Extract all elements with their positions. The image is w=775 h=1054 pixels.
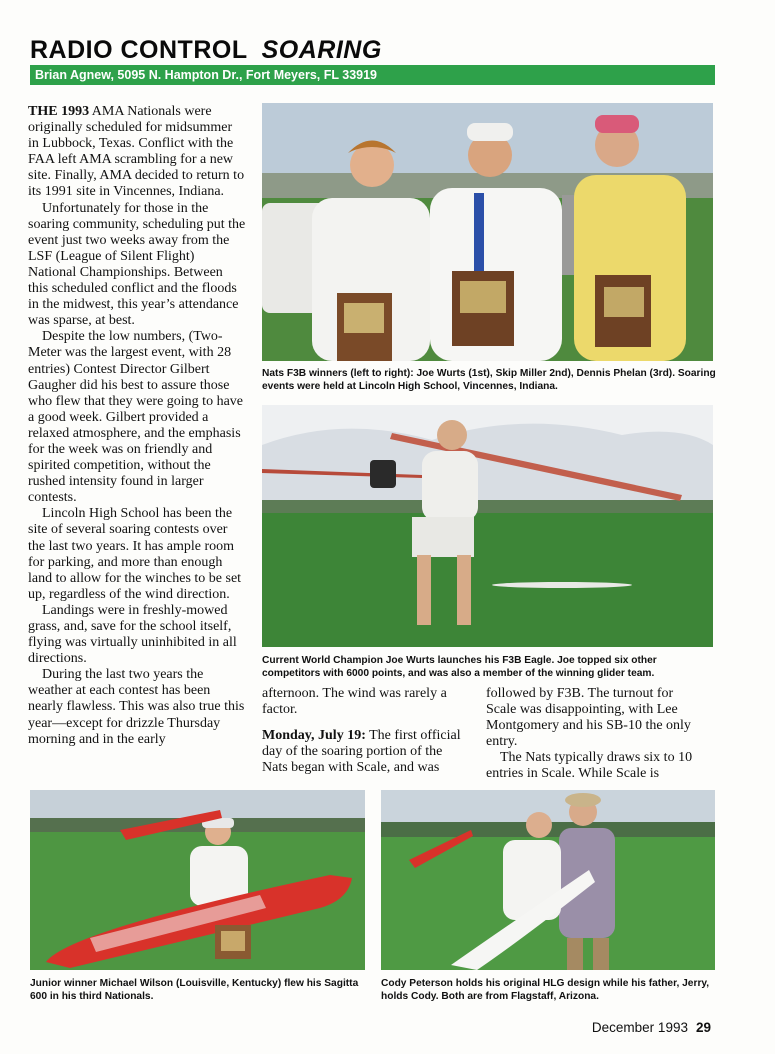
body-paragraph: followed by F3B. The turnout for Scale was disappointing, with Lee Montgomery and his SB-10 the only entry.: [486, 686, 691, 750]
body-paragraph: Unfortunately for those in the soaring community, scheduling put the event just two weeks away from the LSF (League of Silent Flight) National Championships. Between this scheduled conflict and the floods in the midwest, this year’s attendance was sparse, at best.: [28, 200, 246, 329]
lead-in: THE 1993: [28, 104, 90, 119]
body-paragraph: Lincoln High School has been the site of several soaring contests over the last two years. It has ample room for parking, and more than enough land to allow for the winches to be set up, regardless of the wind direction.: [28, 506, 242, 602]
body-paragraph: afternoon. The wind was rarely a factor.: [262, 686, 447, 718]
photo-joe-wurts-launch: [262, 405, 713, 647]
page-footer: [592, 1020, 711, 1035]
body-paragraph: Monday, July 19: The first official day of the soaring portion of the Nats began with Scale, and was: [262, 728, 461, 776]
caption-photo-2: Current World Champion Joe Wurts launches his F3B Eagle. Joe topped six other competitors with 6000 points, and was also a member of the winning glider team.: [262, 655, 657, 679]
page-number: 29: [695, 1020, 711, 1035]
photo-f3b-winners: [262, 103, 713, 361]
issue-date: December 1993: [591, 1020, 688, 1035]
section-name: RADIO CONTROL: [30, 36, 248, 64]
lead-paragraph: THE 1993 AMA Nationals were originally scheduled for midsummer in Lubbock, Texas. Conflict with the FAA left AMA scrambling for a new site. Finally, AMA decided to return to its 1991 site in Vincennes, Indiana.: [28, 104, 245, 200]
body-paragraph: The Nats typically draws six to 10 entries in Scale. While Scale is: [486, 750, 693, 782]
author-byline: Brian Agnew, 5095 N. Hampton Dr., Fort Meyers, FL 33919: [30, 65, 715, 85]
caption-photo-1: Nats F3B winners (left to right): Joe Wurts (1st), Skip Miller 2nd), Dennis Phelan (3rd). Soaring events were held at Lincoln High School, Vincennes, Indiana.: [262, 368, 716, 392]
photo-cody-peterson: [381, 790, 715, 970]
article-column-3: [486, 686, 698, 783]
column-name: SOARING: [261, 36, 382, 64]
body-paragraph: Landings were in freshly-mowed grass, and, save for the school itself, flying was virtually uninhibited in all directions.: [28, 602, 237, 667]
caption-photo-3: Junior winner Michael Wilson (Louisville, Kentucky) flew his Sagitta 600 in his third Nationals.: [30, 978, 359, 1002]
photo-michael-wilson: [30, 790, 365, 970]
body-paragraph: Despite the low numbers, (Two-Meter was the largest event, with 28 entries) Contest Director Gilbert Gaugher did his best to assure those who flew that they were going to have a good week. Gilbert provided a relaxed atmosphere, and the emphasis for the week was on friendly and spirited competition, without the rushed intensity found in larger contests.: [28, 329, 243, 506]
caption-photo-4: Cody Peterson holds his original HLG design while his father, Jerry, holds Cody. Both are from Flagstaff, Arizona.: [381, 978, 710, 1002]
column-title: [30, 36, 382, 65]
date-heading: Monday, July 19:: [262, 728, 366, 744]
body-paragraph: During the last two years the weather at each contest has been nearly flawless. This was also true this year—except for drizzle Thursday morning and in the early: [28, 667, 245, 747]
article-column-2: [262, 686, 470, 776]
article-column-1: [28, 104, 246, 748]
